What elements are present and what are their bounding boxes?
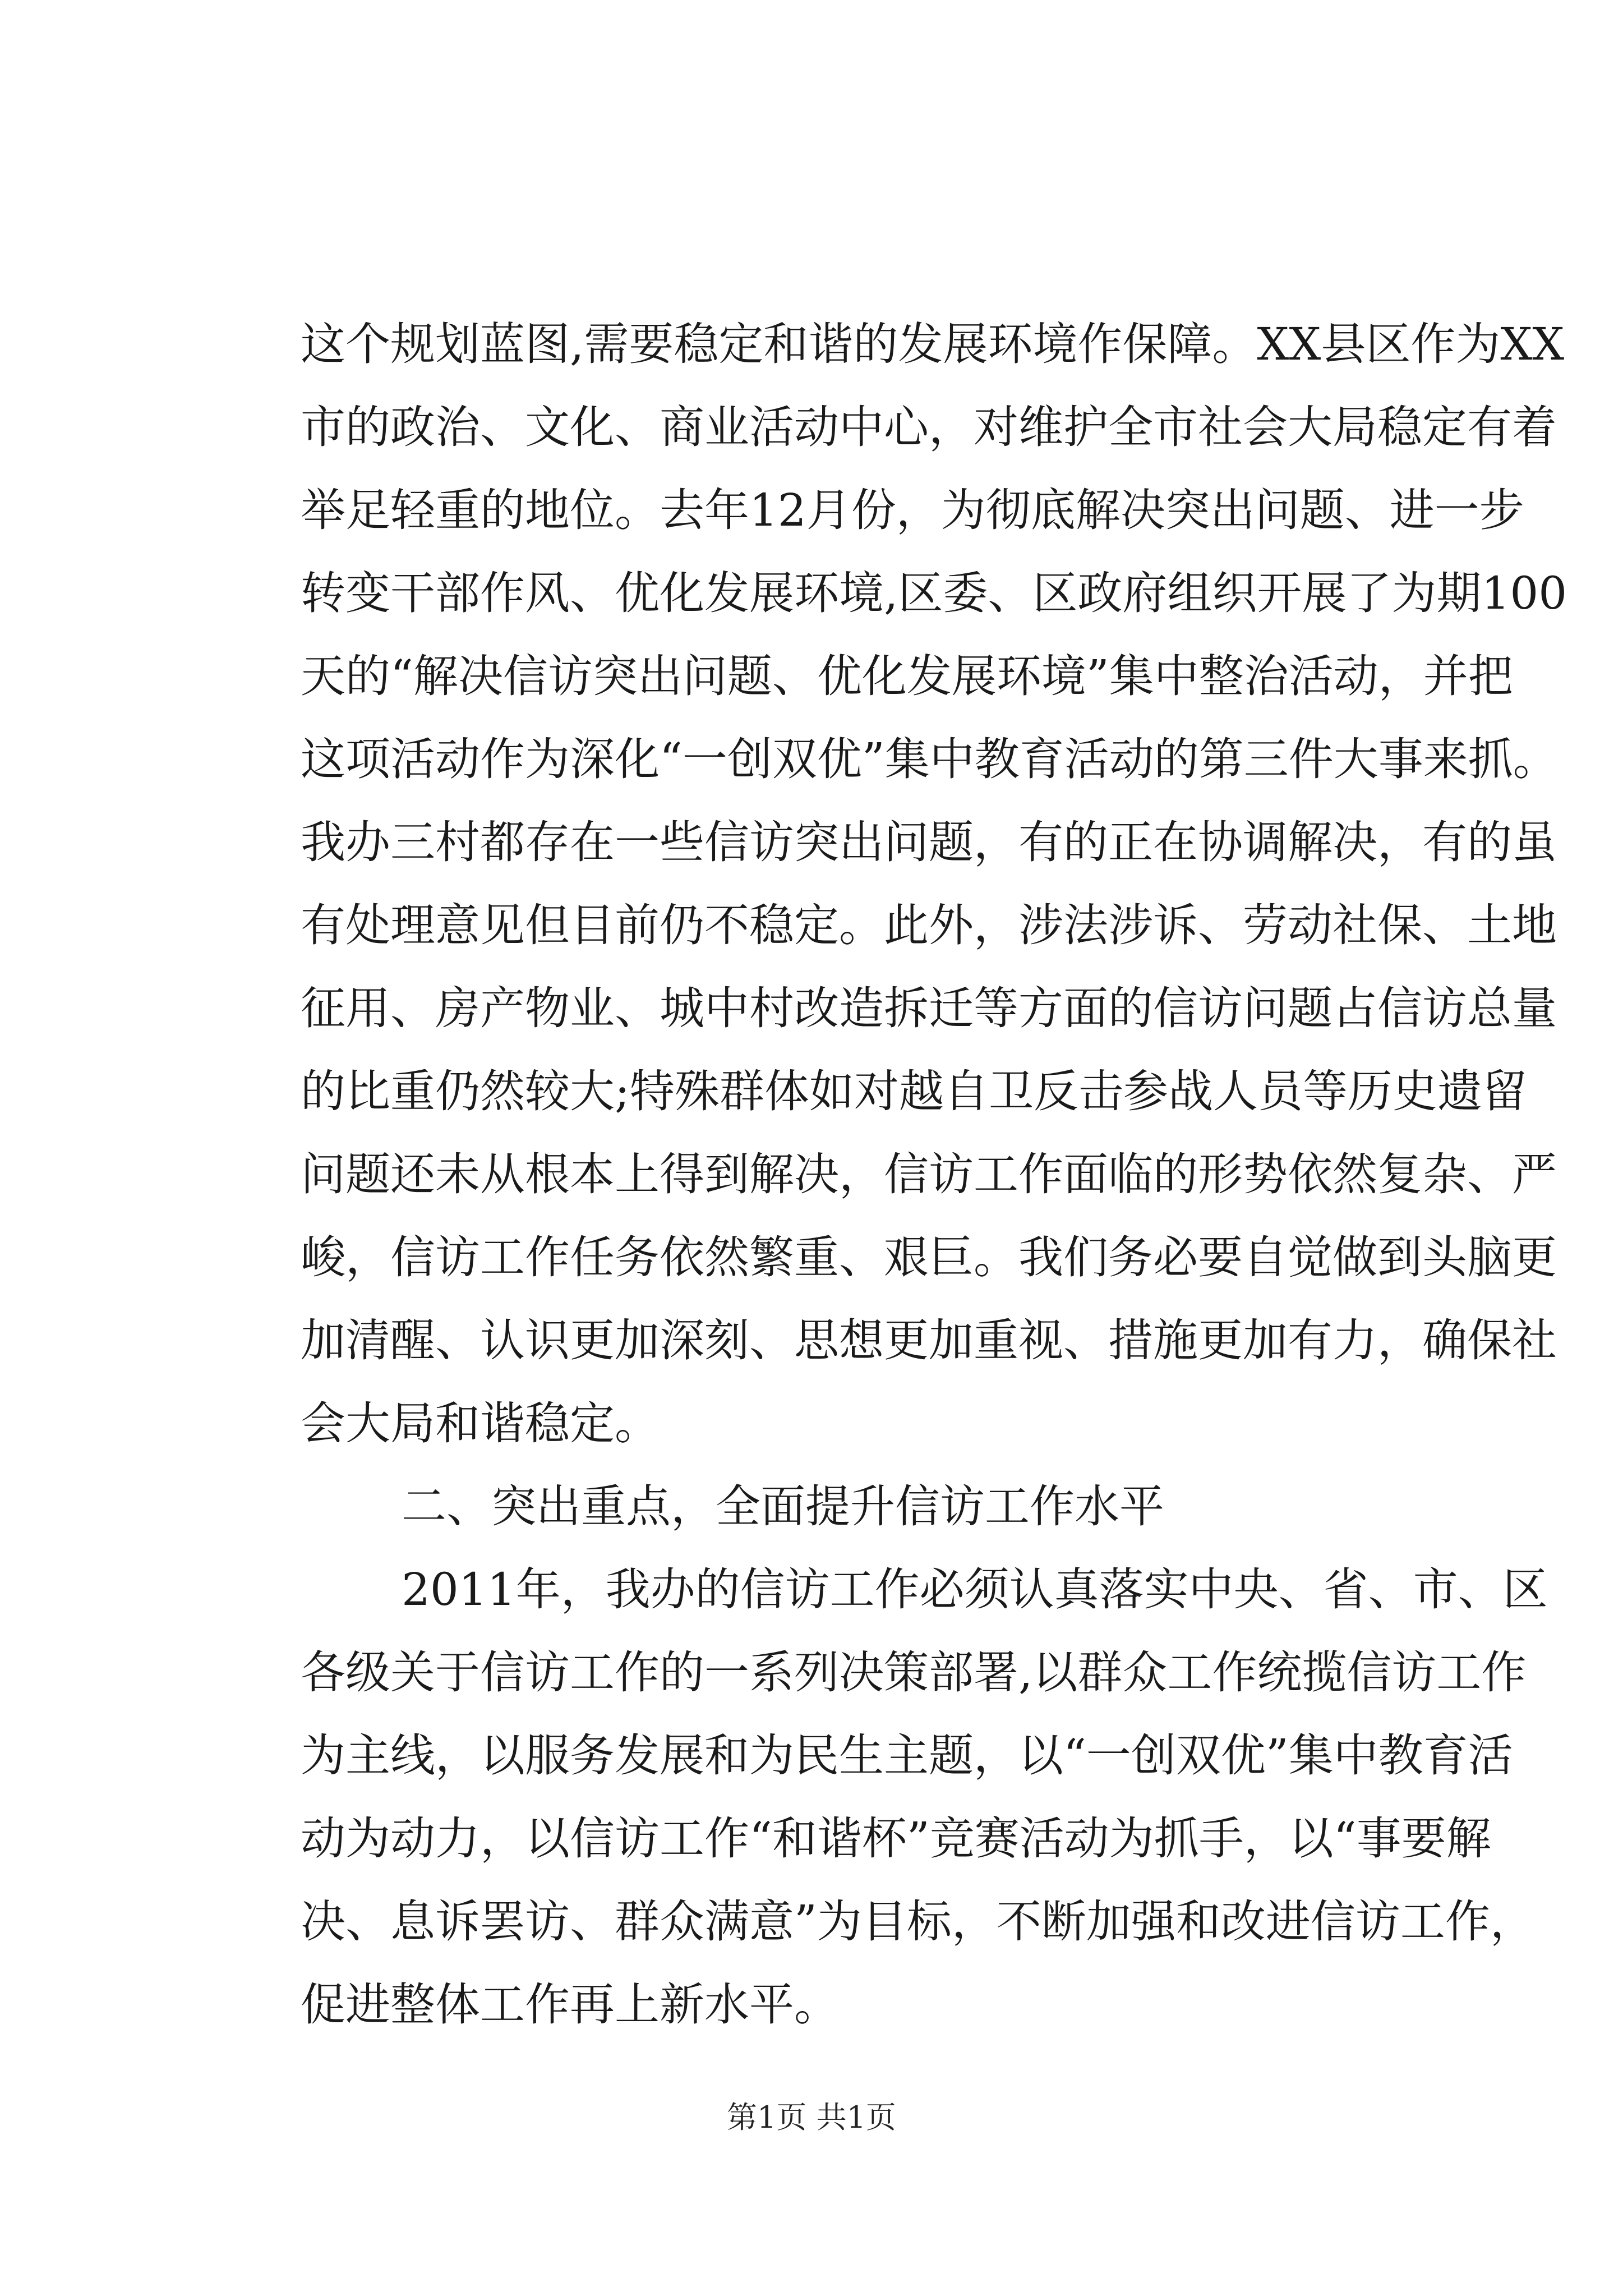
text-line: 的比重仍然较大;特殊群体如对越自卫反击参战人员等历史遗留 xyxy=(301,1065,1527,1117)
text-line: 有处理意见但目前仍不稳定。此外，涉法涉诉、劳动社保、土地 xyxy=(301,899,1557,951)
section-heading: 二、突出重点，全面提升信访工作水平 xyxy=(402,1480,1164,1533)
text-line: 峻，信访工作任务依然繁重、艰巨。我们务必要自觉做到头脑更 xyxy=(301,1231,1557,1283)
text-line: 加清醒、认识更加深刻、思想更加重视、措施更加有力，确保社 xyxy=(301,1314,1557,1366)
text-line: 征用、房产物业、城中村改造拆迁等方面的信访问题占信访总量 xyxy=(301,982,1557,1034)
text-line: 2011年，我办的信访工作必须认真落实中央、省、市、区 xyxy=(402,1563,1548,1616)
text-line: 举足轻重的地位。去年12月份，为彻底解决突出问题、进一步 xyxy=(301,484,1524,536)
text-line: 会大局和谐稳定。 xyxy=(301,1397,660,1450)
text-line: 天的“解决信访突出问题、优化发展环境”集中整治活动，并把 xyxy=(301,650,1513,702)
text-line: 转变干部作风、优化发展环境,区委、区政府组织开展了为期100 xyxy=(301,567,1567,619)
document-body xyxy=(301,303,1567,2046)
text-line: 促进整体工作再上新水平。 xyxy=(301,1978,839,2031)
text-line: 问题还未从根本上得到解决，信访工作面临的形势依然复杂、严 xyxy=(301,1148,1557,1200)
text-line: 这项活动作为深化“一创双优”集中教育活动的第三件大事来抓。 xyxy=(301,733,1558,785)
text-line: 这个规划蓝图,需要稳定和谐的发展环境作保障。XX县区作为XX xyxy=(301,318,1565,370)
text-line: 动为动力，以信访工作“和谐杯”竞赛活动为抓手，以“事要解 xyxy=(301,1812,1491,1865)
text-line: 为主线，以服务发展和为民生主题，以“一创双优”集中教育活 xyxy=(301,1729,1513,1782)
text-line: 各级关于信访工作的一系列决策部署,以群众工作统揽信访工作 xyxy=(301,1646,1527,1699)
text-line: 我办三村都存在一些信访突出问题，有的正在协调解决，有的虽 xyxy=(301,816,1557,868)
text-line: 决、息诉罢访、群众满意”为目标，不断加强和改进信访工作， xyxy=(301,1895,1535,1948)
text-line: 市的政治、文化、商业活动中心，对维护全市社会大局稳定有着 xyxy=(301,401,1557,453)
page-footer: 第1页 共1页 xyxy=(727,2100,896,2135)
